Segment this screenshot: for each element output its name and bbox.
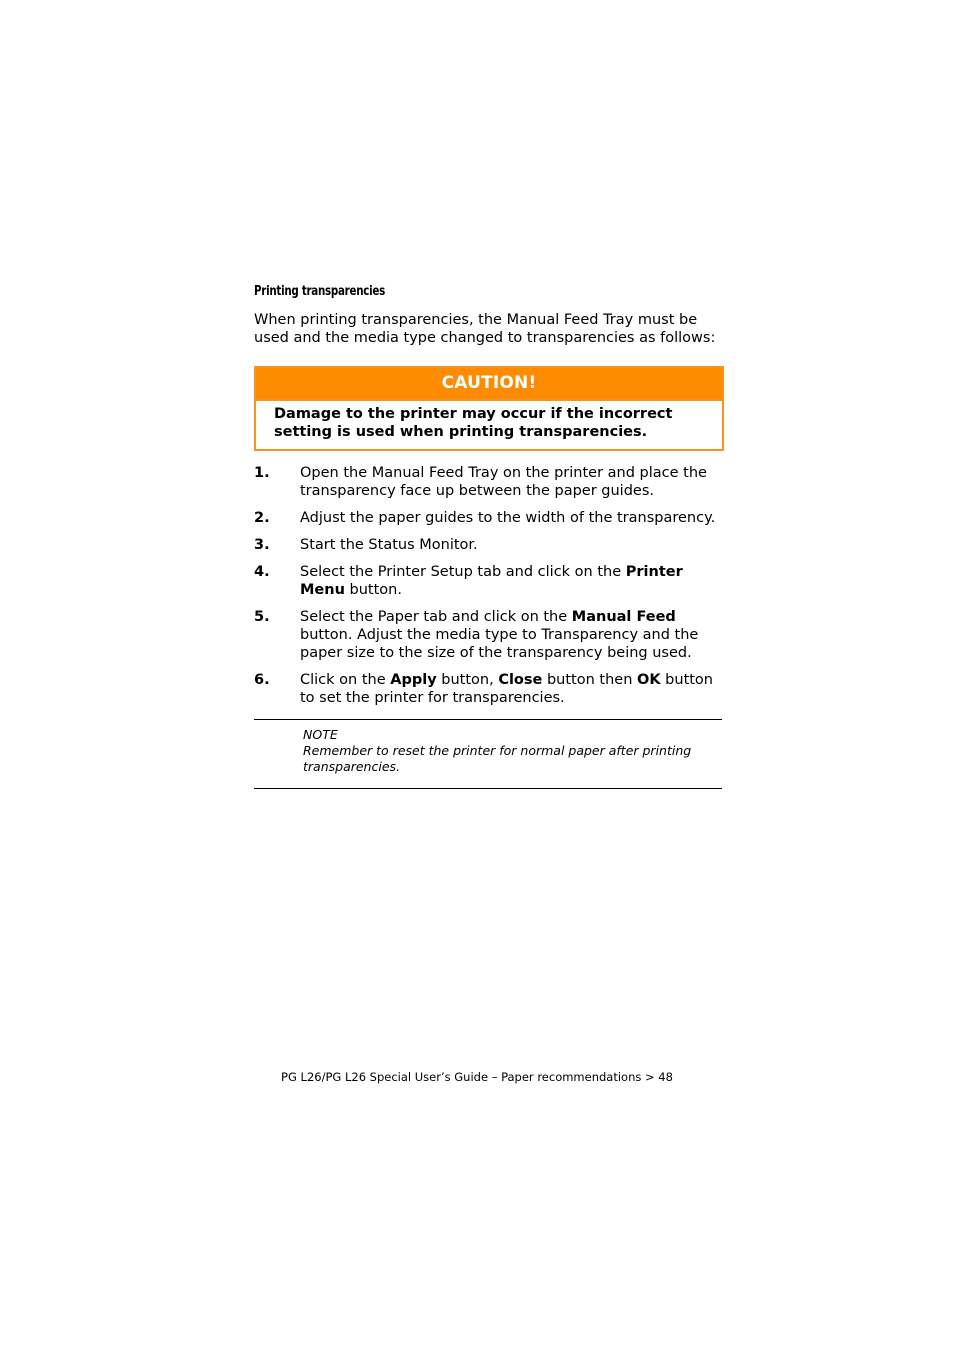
step-item — [254, 509, 724, 527]
step-bold-term: Close — [498, 672, 543, 688]
step-number: 6. — [254, 672, 270, 688]
step-text — [300, 563, 724, 599]
step-number: 4. — [254, 564, 270, 580]
step-text-run: button. Adjust the media type to Transparency and the paper size to the size of the transparency being used. — [300, 627, 699, 661]
step-item — [254, 536, 724, 554]
step-text — [300, 509, 724, 527]
step-text-run: button to set the printer for transparencies. — [300, 672, 713, 706]
step-text-run: Start the Status Monitor. — [300, 537, 478, 553]
step-number: 3. — [254, 537, 270, 553]
note-box — [254, 719, 722, 789]
step-text-run: button then — [542, 672, 637, 688]
step-text — [300, 608, 724, 662]
step-text-run: Adjust the paper guides to the width of the transparency. — [300, 510, 716, 526]
step-number: 2. — [254, 510, 270, 526]
step-text-run: button. — [344, 582, 402, 598]
step-bold-term: Printer Menu — [300, 564, 683, 598]
caution-title: CAUTION! — [256, 368, 722, 399]
step-number: 1. — [254, 465, 270, 481]
page-footer: PG L26/PG L26 Special User’s Guide – Paper recommendations > 48 — [281, 1070, 673, 1084]
step-text — [300, 671, 724, 707]
step-bold-term: Apply — [390, 672, 437, 688]
note-text: Remember to reset the printer for normal paper after printing transparencies. — [303, 743, 692, 774]
section-title: Printing transparencies — [254, 284, 385, 299]
step-text — [300, 536, 724, 554]
step-text-run: Open the Manual Feed Tray on the printer and place the transparency face up between the paper guides. — [300, 465, 707, 499]
caution-text: Damage to the printer may occur if the incorrect setting is used when printing transparencies. — [256, 399, 722, 449]
note-label: NOTE — [303, 727, 338, 742]
step-bold-term: Manual Feed — [571, 609, 676, 625]
step-item — [254, 563, 724, 599]
step-text-run: Select the Paper tab and click on the — [300, 609, 572, 625]
step-text-run: Click on the — [300, 672, 391, 688]
steps-list — [254, 464, 724, 707]
intro-paragraph: When printing transparencies, the Manual Feed Tray must be used and the media type changed to transparencies as follows: — [254, 312, 716, 346]
step-item — [254, 608, 724, 662]
step-item — [254, 464, 724, 500]
step-text-run: button, — [436, 672, 499, 688]
step-number: 5. — [254, 609, 270, 625]
step-text-run: Select the Printer Setup tab and click on the — [300, 564, 626, 580]
step-item — [254, 671, 724, 707]
step-bold-term: OK — [637, 672, 661, 688]
step-text — [300, 464, 724, 500]
caution-box — [254, 366, 724, 451]
page-content — [254, 284, 724, 789]
